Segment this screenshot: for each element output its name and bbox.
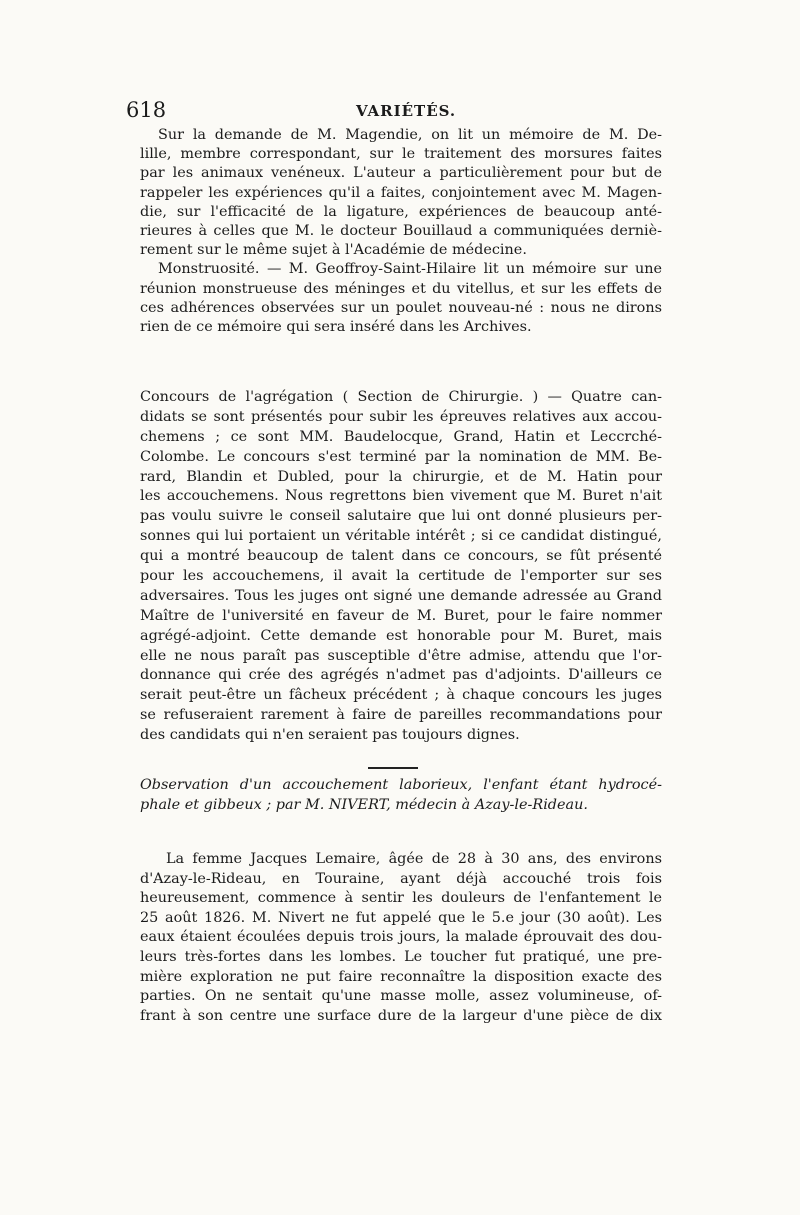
- section-divider: [368, 767, 418, 769]
- text-line: La femme Jacques Lemaire, âgée de 28 à 30 ans, des environs: [166, 851, 662, 867]
- page-number: 618: [126, 98, 167, 122]
- text-line: eaux étaient écoulées depuis trois jours, la malade éprouvait des dou-: [140, 929, 662, 946]
- text-line: Concours de l'agrégation ( Section de Chirurgie. ) — Quatre can-: [140, 389, 662, 405]
- text-line: leurs très-fortes dans les lombes. Le toucher fut pratiqué, une pre-: [140, 948, 662, 965]
- text-line: les accouchemens. Nous regrettons bien vivement que M. Buret n'ait: [140, 488, 662, 505]
- text-line: didats se sont présentés pour subir les épreuves relatives aux accou-: [140, 408, 662, 425]
- text-line: 25 août 1826. M. Nivert ne fut appelé que le 5.e jour (30 août). Les: [140, 909, 662, 926]
- text-line: die, sur l'efficacité de la ligature, expériences de beaucoup anté-: [140, 203, 662, 220]
- text-line: ces adhérences observées sur un poulet nouveau-né : nous ne dirons: [140, 299, 662, 316]
- text-line: lille, membre correspondant, sur le traitement des morsures faites: [140, 146, 662, 163]
- text-line: pas voulu suivre le conseil salutaire que lui ont donné plusieurs per-: [140, 508, 662, 525]
- text-line: frant à son centre une surface dure de la largeur d'une pièce de dix: [140, 1007, 662, 1024]
- title-line: Observation d'un accouchement laborieux, l'enfant étant hydrocé-: [140, 777, 662, 793]
- title-line: phale et gibbeux ; par M. NIVERT, médecin à Azay-le-Rideau.: [140, 796, 588, 813]
- text-line: pour les accouchemens, il avait la certitude de l'emporter sur ses: [140, 568, 662, 585]
- text-line: agrégé-adjoint. Cette demande est honorable pour M. Buret, mais: [140, 627, 662, 644]
- text-line: réunion monstrueuse des méninges et du vitellus, et sur les effets de: [140, 280, 662, 297]
- paragraph-1: [140, 126, 662, 337]
- text-line: Monstruosité. — M. Geoffroy-Saint-Hilaire lit un mémoire sur une: [158, 261, 662, 278]
- text-line: mière exploration ne put faire reconnaître la disposition exacte des: [140, 968, 662, 985]
- text-line: d'Azay-le-Rideau, en Touraine, ayant déjà accouché trois fois: [140, 870, 662, 887]
- paragraph-3: [140, 388, 662, 746]
- text-line: des candidats qui n'en seraient pas toujours dignes.: [140, 727, 520, 744]
- text-line: Sur la demande de M. Magendie, on lit un mémoire de M. De-: [158, 127, 662, 143]
- text-line: heureusement, commence à sentir les douleurs de l'enfantement le: [140, 890, 662, 907]
- text-line: serait peut-être un fâcheux précédent ; à chaque concours les juges: [140, 687, 662, 704]
- text-line: adversaires. Tous les juges ont signé une demande adressée au Grand: [140, 587, 662, 604]
- text-line: par les animaux venéneux. L'auteur a particulièrement pour but de: [140, 165, 662, 182]
- text-line: Maître de l'université en faveur de M. Buret, pour le faire nommer: [140, 607, 662, 624]
- text-line: rieures à celles que M. le docteur Bouillaud a communiquées derniè-: [140, 222, 662, 239]
- page-header: [126, 98, 661, 124]
- text-line: rien de ce mémoire qui sera inséré dans les Archives.: [140, 318, 532, 335]
- text-line: chemens ; ce sont MM. Baudelocque, Grand, Hatin et Leccrché-: [140, 428, 662, 445]
- text-line: parties. On ne sentait qu'une masse molle, assez volumineuse, of-: [140, 988, 662, 1005]
- text-line: rard, Blandin et Dubled, pour la chirurgie, et de M. Hatin pour: [140, 468, 662, 485]
- paragraph-4: [140, 850, 662, 1026]
- text-line: se refuseraient rarement à faire de pareilles recommandations pour: [140, 707, 662, 724]
- text-line: qui a montré beaucoup de talent dans ce concours, se fût présenté: [140, 548, 662, 565]
- text-line: rement sur le même sujet à l'Académie de médecine.: [140, 242, 527, 259]
- text-line: rappeler les expériences qu'il a faites, conjointement avec M. Magen-: [140, 184, 662, 201]
- text-line: elle ne nous paraît pas susceptible d'être admise, attendu que l'or-: [140, 647, 662, 664]
- article-title: [140, 776, 662, 816]
- text-line: sonnes qui lui portaient un véritable intérêt ; si ce candidat distingué,: [140, 528, 662, 545]
- text-line: donnance qui crée des agrégés n'admet pas d'adjoints. D'ailleurs ce: [140, 667, 662, 684]
- text-line: Colombe. Le concours s'est terminé par la nomination de MM. Be-: [140, 448, 662, 465]
- running-head: VARIÉTÉS.: [356, 102, 457, 120]
